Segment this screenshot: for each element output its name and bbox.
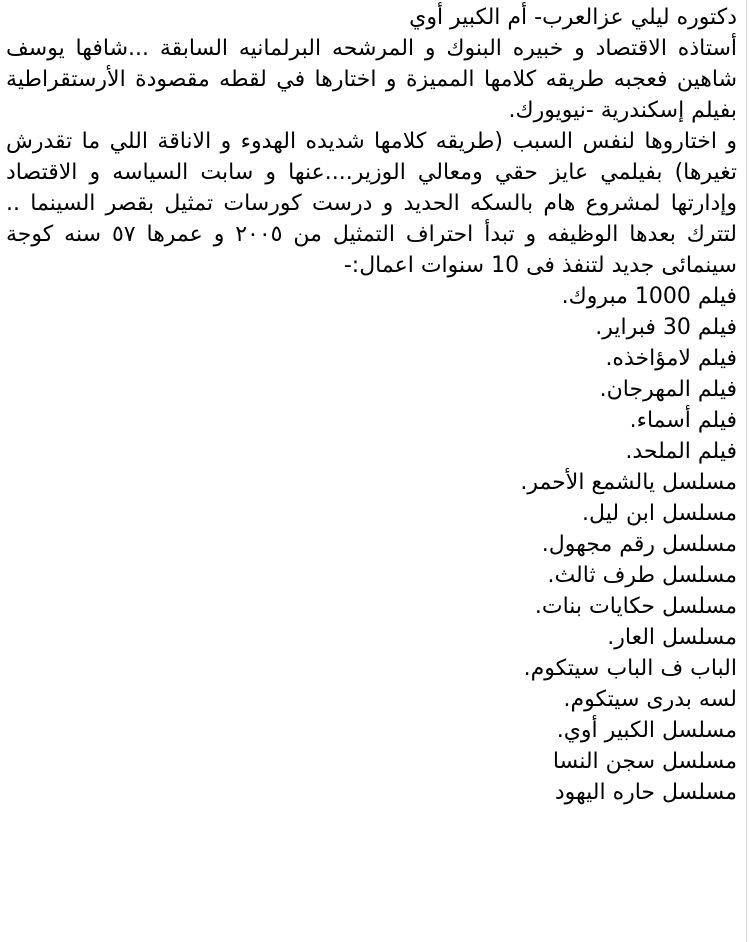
- works-list-item: مسلسل يالشمع الأحمر.: [520, 470, 737, 495]
- works-list-item: مسلسل حاره اليهود: [554, 780, 737, 805]
- works-list-item: فيلم لامؤاخذه.: [605, 346, 737, 371]
- works-list-item: فيلم الملحد.: [625, 439, 737, 464]
- works-list-item: مسلسل الكبير أوي.: [556, 718, 737, 743]
- works-list-item: الباب ف الباب سيتكوم.: [523, 656, 737, 681]
- works-list-item: مسلسل سجن النسا: [552, 749, 737, 774]
- works-list-item: فيلم 30 فبراير.: [595, 315, 737, 340]
- works-list-item: مسلسل طرف ثالث.: [547, 563, 737, 588]
- works-list-item: مسلسل رقم مجهول.: [541, 532, 737, 557]
- paragraph-career: و اختاروها لنفس السبب (طريقه كلامها شديده الهدوء و الاناقة اللي ما تقدرش تغيرها) بفيلمي عايز حقي ومعالي الوزير....عنها و سابت السياسه و الاقتصاد وإدارتها لمشروع هام بالسكه الحديد و درست كورسات تمثيل بقصر السينما .. لتترك بعدها الوظيفه و تبدأ احتراف التمثيل من ٢٠٠٥ و عمرها ٥٧ سنه كوجة سينمائى جديد لتنفذ فى 10 سنوات اعمال:-: [6, 129, 737, 278]
- works-list: [6, 281, 737, 808]
- works-list-item: مسلسل حكايات بنات.: [534, 594, 737, 619]
- page-edge-divider: [746, 0, 747, 942]
- works-list-item: فيلم أسماء.: [629, 408, 737, 433]
- works-list-item: فيلم 1000 مبروك.: [561, 284, 737, 309]
- works-list-item: لسه بدرى سيتكوم.: [563, 687, 737, 712]
- works-list-item: فيلم المهرجان.: [599, 377, 737, 402]
- heading-line: دكتوره ليلي عزالعرب- أم الكبير أوي: [409, 5, 737, 30]
- paragraph-intro: أستاذه الاقتصاد و خبيره البنوك و المرشحه البرلمانيه السابقة ...شافها يوسف شاهين فعجبه طريقه كلامها المميزة و اختارها في لقطه مقصودة الأرستقراطية بفيلم إسكندرية -نيويورك.: [6, 36, 737, 123]
- works-list-item: مسلسل العار.: [607, 625, 737, 650]
- works-list-item: مسلسل ابن ليل.: [582, 501, 737, 526]
